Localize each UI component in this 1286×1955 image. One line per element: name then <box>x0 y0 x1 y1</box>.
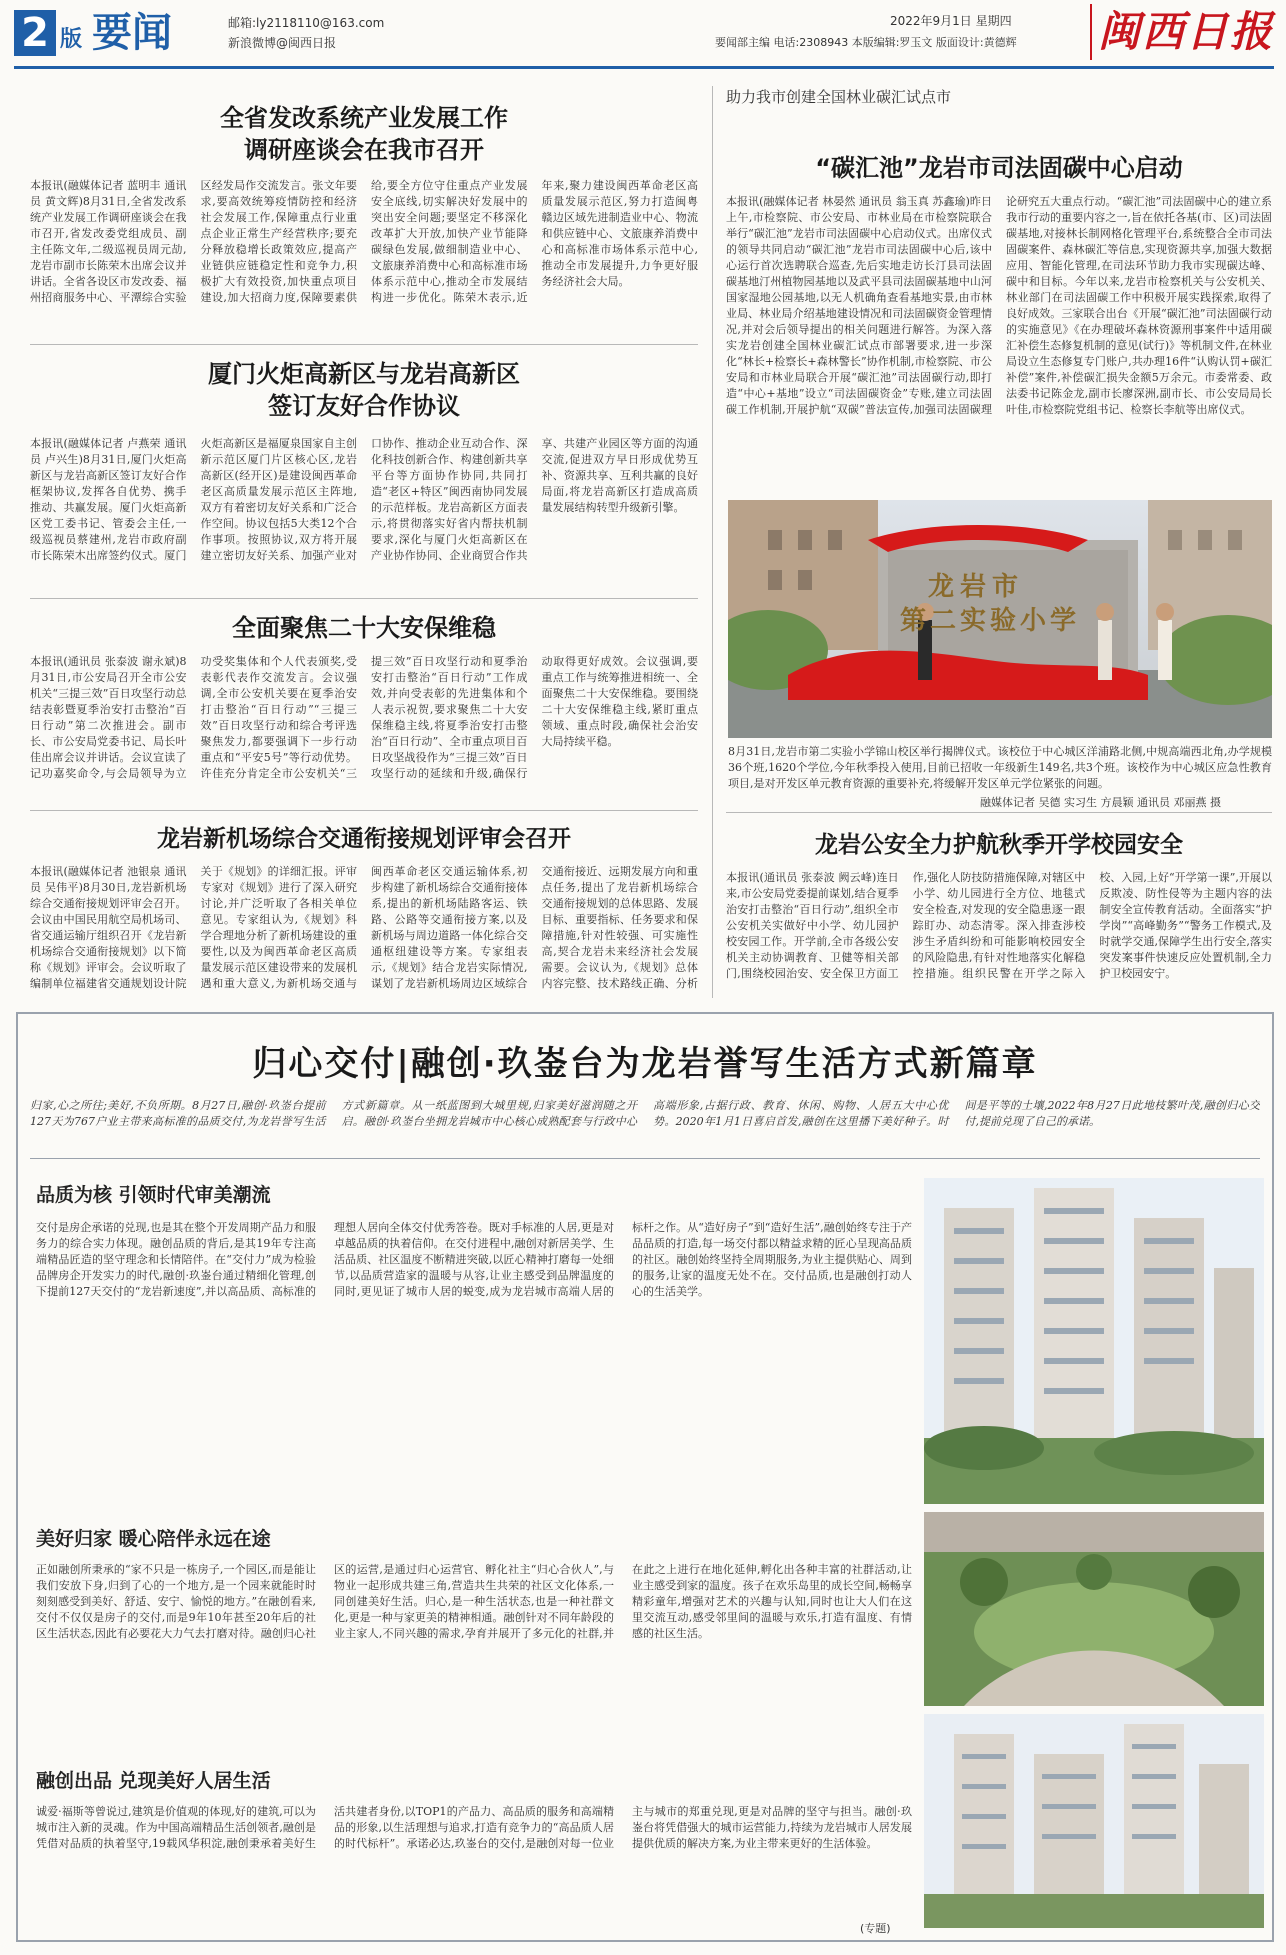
article-body: 本报讯(通讯员 张泰波 谢永斌)8月31日,市公安局召开全市公安机关“三提三效”百日攻坚行动总结表彰暨夏季治安打击整治“百日行动”第二次推进会。副市长、市公安局党委书记、局长叶佳出席会议并讲话。会议宣读了记功嘉奖命令,与会局领导为立功受奖集体和个人代表颁奖,受表彰代表作交流发言。会议强调,全市公安机关要在夏季治安打击整治“百日行动”“三提三效”百日攻坚行动和综合考评选聚焦发力,都要强调下一步行动重点和“平安5号”等行动优势。许佳充分肯定全市公安机关“三提三效”百日攻坚行动和夏季治安打击整治“百日行动”工作成效,并向受表彰的先进集体和个人表示祝贺,要求聚焦二十大安保维稳主线,将夏季治安打击整治“百日行动”、全市重点项目百日攻坚战役作为“三提三效”百日攻坚行动的延续和升级,确保行动取得更好成效。会议强调,要重点工作与统筹推进相统一、全面聚焦二十大安保维稳。要围绕二十大安保维稳主线,紧盯重点领域、重点时段,确保社会治安大局持续平稳。 <box>30 655 698 780</box>
article-title: 厦门火炬高新区与龙岩高新区 <box>208 360 520 388</box>
divider <box>726 812 1272 813</box>
article-body: 本报讯(融媒体记者 卢燕荣 通讯员 卢兴生)8月31日,厦门火炬高新区与龙岩高新区签订友好合作框架协议,发挥各自优势、携手推动、共赢发展。厦门火炬高新区党工委书记、管委会主任,一级巡视员蔡建州,龙岩市政府副市长陈荣木出席签约仪式。厦门火炬高新区是福厦泉国家自主创新示范区厦门片区核心区,龙岩高新区(经开区)是建设闽西革命老区高质量发展示范区主阵地,双方有着密切友好关系和广泛合作空间。协议包括5大类12个合作事项。按照协议,双方将开展建立密切友好关系、加强产业对口协作、推动企业互动合作、深化科技创新合作、构建创新共享平台等方面协作协同,共同打造“老区+特区”闽西南协同发展的示范样板。龙岩高新区方面表示,将贯彻落实好省内帮扶机制要求,深化与厦门火炬高新区在产业协作协同、企业商贸合作共享、共建产业园区等方面的沟通交流,促进双方早日形成优势互补、资源共享、互利共赢的良好局面,将龙岩高新区打造成高质量发展结构转型升级新引擎。 <box>30 437 698 562</box>
article-title: 龙岩新机场综合交通衔接规划评审会召开 <box>157 826 571 852</box>
article-anbao <box>30 608 698 808</box>
masthead-weibo: 新浪微博@闽西日报 <box>228 36 337 50</box>
article-title: 调研座谈会在我市召开 <box>244 136 484 164</box>
advertorial-footnote: (专题) <box>860 1922 891 1935</box>
logo-divider <box>1090 4 1092 60</box>
courtyard-illustration <box>924 1512 1264 1706</box>
article-fagai <box>30 98 698 338</box>
residence-towers-photo <box>924 1178 1264 1504</box>
school-plaque-photo <box>728 500 1272 738</box>
advertorial-subhead: 融创出品 兑现美好人居生活 <box>36 1770 271 1792</box>
article-body: 本报讯(融媒体记者 林晏然 通讯员 翁玉真 苏鑫瑜)昨日上午,市检察院、市公安局、市林业局在市检察院联合举行“碳汇池”龙岩市司法固碳中心启动仪式。出席仪式的领导共同启动“碳汇池”龙岩市司法固碳中心后,该中心运行首次选聘联合巡查,先后实地走访长汀县司法固碳基地汀州植物园基地以及武平县司法固碳基地中山河国家湿地公园基地,以无人机确角查看基地实景,由市林业局、林业局介绍基地建设情况和司法固碳资金管理情况,并对会后领导提出的相关问题进行解答。为深入落实龙岩创建全国林业碳汇试点市部署要求,进一步深化“林长+检察长+森林警长”协作机制,市检察院、市公安局和市林业局联合开展“碳汇池”司法固碳行动,即打造“中心+基地”设立“司法固碳资金”专账,建立司法固碳工作机制,开展护航“双碳”普法宣传,加强司法固碳理论研究五大重点行动。“碳汇池”司法固碳中心的建立系我市行动的重要内容之一,旨在依托各基(市、区)司法固碳基地,对接林长制网格化管理平台,系统整合全市司法固碳案件、森林碳汇等信息,实现资源共享,加强大数据应用、智能化管理,在司法环节助力我市实现碳达峰、碳中和目标。今年以来,龙岩市检察机关与公安机关、林业部门在司法固碳工作中积极开展实践探索,取得了良好成效。三家联合出台《开展“碳汇池”司法固碳行动的实施意见》《在办理破坏森林资源刑事案件中适用碳汇补偿生态修复机制的意见(试行)》等机制文件,在林业局设立生态修复专门账户,共办理16件“认购认罚+碳汇补偿”案件,补偿碳汇损失金额5万余元。市委常委、政法委书记陈金龙,副市长廖深洲,副市长、市公安局局长叶佳,市检察院党组书记、检察长李航等出席仪式。 <box>726 195 1272 416</box>
divider <box>30 1158 1260 1159</box>
advertorial-body: 交付是房企承诺的兑现,也是其在整个开发周期产品力和服务力的综合实力体现。融创品质的背后,是其19年专注高端精品匠造的坚守理念和长情陪伴。在“交付力”成为检验品牌房企开发实力的时代,融创·玖崟台通过精细化管理,创下提前127天交付的“龙岩新速度”,并以高品质、高标准的理想人居向全体交付优秀答卷。既对手标准的人居,更是对卓越品质的执着信仰。在交付进程中,融创对新居美学、生活品质、社区温度不断精进突破,以匠心精神打磨每一处细节,以品质营造家的温暖与从容,让业主感受到品牌温度的同时,更见证了城市人居的蜕变,成为龙岩城市高端人居的标杆之作。从“造好房子”到“造好生活”,融创始终专注于产品品质的打造,每一场交付都以精益求精的匠心呈现高品质的社区。融创始终坚持全周期服务,为业主提供贴心、周到的服务,让家的温度无处不在。交付品质,也是融创打动人心的生活美学。 <box>36 1221 912 1298</box>
plaque-text-line2: 第二实验小学 <box>900 606 1081 636</box>
article-kicker: 助力我市创建全国林业碳汇试点市 <box>726 88 952 106</box>
residence-exterior-photo <box>924 1714 1264 1928</box>
article-body: 本报讯(通讯员 张泰波 阙云峰)连日来,市公安局党委提前谋划,结合夏季治安打击整治“百日行动”,组织全市公安机关实做好中小学、幼儿园护校安园工作。开学前,全市各级公安机关主动协调教育、卫健等相关部门,围绕校园治安、安全保卫方面工作,强化人防技防措施保障,对辖区中小学、幼儿园进行全方位、地毯式安全检查,对发现的安全隐患逐一跟踪盯办、动态清零。深入排查涉校涉生矛盾纠纷和可能影响校园安全的风险隐患,有针对性地落实化解稳控措施。组织民警在开学之际入校、入园,上好“开学第一课”,开展以反欺凌、防性侵等为主题内容的法制安全宣传教育活动。全面落实“护学岗”“高峰勤务”“警务工作模式,及时就学交通,保障学生出行安全,落实突发案事件快速反应处置机制,全力护卫校园安宁。 <box>726 871 1272 980</box>
advertorial-lead: 归家,心之所往;美好,不负所期。8月27日,融创·玖崟台提前127天为767户业主带来高标准的品质交付,为龙岩誉写生活方式新篇章。从一纸蓝图到大城里规,归家美好滋润随之开启。融创·玖崟台坐拥龙岩城市中心核心成熟配套与行政中心高端形象,占据行政、教育、休闲、购物、人居五大中心优势。2020年1月1日喜启首发,融创在这里播下美好种子。时间是平等的土壤,2022年8月27日此地枝繁叶茂,融创归心交付,提前兑现了自己的承诺。 <box>30 1099 1260 1128</box>
column-divider <box>712 86 713 998</box>
advertorial-subhead: 品质为核 引领时代审美潮流 <box>36 1184 271 1206</box>
article-title: 签订友好合作协议 <box>268 392 460 420</box>
article-body: 本报讯(融媒体记者 池银泉 通讯员 吴伟平)8月30日,龙岩新机场综合交通衔接规划评审会召开。会议由中国民用航空局机场司、省交通运输厅组织召开《龙岩新机场综合交通衔接规划》以下简称《规划》评审会。会议听取了编制单位福建省交通规划设计院关于《规划》的详细汇报。评审专家对《规划》进行了深入研究讨论,并广泛听取了各相关单位意见。专家组认为,《规划》科学合理地分析了新机场建设的重要性,以及为闽西革命老区高质量发展示范区建设带来的发展机遇和重大意义,为新机场交通与闽西革命老区交通运输体系,初步构建了新机场综合交通衔接体系,提出的新机场陆路客运、铁路、公路等交通衔接方案,以及新机场与周边道路一体化综合交通枢纽建设等方案。专家组表示,《规划》结合龙岩实际情况,谋划了龙岩新机场周边区域综合交通衔接近、远期发展方向和重点任务,提出了龙岩新机场综合交通衔接规划的总体思路、发展目标、重要指标、任务要求和保障措施,针对性较强、可实施性高,契合龙岩未来经济社会发展需要。会议认为,《规划》总体内容完整、技术路线正确、分析 <box>30 865 698 990</box>
section-name: 要闻 <box>92 10 172 56</box>
garden-courtyard-photo <box>924 1512 1264 1706</box>
advertorial-subhead: 美好归家 暖心陪伴永远在途 <box>36 1528 271 1550</box>
article-title: “碳汇池”龙岩市司法固碳中心启动 <box>815 154 1183 182</box>
towers-illustration <box>924 1178 1264 1504</box>
masthead-email: 邮箱:ly2118110@163.com <box>228 16 385 30</box>
photo-credit: 融媒体记者 吴德 实习生 方晨颖 通讯员 邓丽燕 摄 <box>980 796 1221 809</box>
plaque-text-line1: 龙岩市 <box>928 572 1025 602</box>
article-title: 龙岩公安全力护航秋季开学校园安全 <box>815 832 1183 858</box>
article-kaixue-anquan <box>726 826 1272 998</box>
divider <box>30 598 698 599</box>
photo-caption: 8月31日,龙岩市第二实验小学锦山校区举行揭牌仪式。该校位于中心城区洋浦路北侧,中规高端西北角,办学规模36个班,1620个学位,今年秋季投入使用,目前已招收一年级新生149名,共3个班。该校作为中心城区应急性教育项目,是对开发区单元教育资源的重要补充,将缓解开发区单元学位紧张的问题。 <box>728 745 1272 790</box>
article-gaoxinqu <box>30 354 698 594</box>
edition-word: 版 <box>60 27 83 52</box>
advertorial-headline: 归心交付|融创·玖崟台为龙岩誉写生活方式新篇章 <box>252 1044 1038 1084</box>
article-body: 本报讯(融媒体记者 蓝明丰 通讯员 黄文辉)8月31日,全省发改系统产业发展工作调研座谈会在我市召开,省发改委党组成员、副主任陈文年,二级巡视员周元劼,龙岩市副市长陈荣木出席会议并讲话。全省各设区市发改委、福州招商服务中心、平潭综合实验区经发局作交流发言。张文年要求,要高效统筹疫情防控和经济社会发展工作,保障重点行业重点企业正常生产经营秩序;要充分释放稳增长政策效应,提高产业链供应链稳定性和竞争力,积极扩大有效投资,加快重点项目建设,加大招商力度,保障要素供给,要全方位守住重点产业发展安全底线,切实解决好发展中的突出安全问题;要坚定不移深化改革扩大开放,加快产业节能降碳绿色发展,做细制造业中心、文旅康养消费中心和高标准市场体系示范中心,推动全市发展结构进一步优化。陈荣木表示,近年来,聚力建设闽西革命老区高质量发展示范区,努力打造闽粤赣边区域先进制造业中心、物流和供应链中心、文旅康养消费中心和高标准市场体系示范中心,推动全市发展提升,力争更好服务经济社会大局。 <box>30 179 698 304</box>
advertorial-body: 诚爱·福斯等曾说过,建筑是价值观的体现,好的建筑,可以为城市注入新的灵魂。作为中国高端精品生活创领者,融创是凭借对品质的执着坚守,19载风华积淀,融创秉承着美好生活共建者身份,以TOP1的产品力、高品质的服务和高端精品的形象,以生活理想与追求,打造有竞争力的“高品质人居的时代标杆”。承诺必达,玖崟台的交付,是融创对每一位业主与城市的郑重兑现,更是对品牌的坚守与担当。融创·玖崟台将凭借强大的城市运营能力,持续为龙岩城市人居发展提供优质的解决方案,为业主带来更好的生活体验。 <box>36 1805 912 1850</box>
masthead-date: 2022年9月1日 星期四 <box>890 14 1012 28</box>
article-title: 全省发改系统产业发展工作 <box>220 104 508 132</box>
masthead-rule <box>14 66 1274 69</box>
article-tanhuichi <box>726 86 1272 486</box>
article-jichang <box>30 820 698 998</box>
masthead-editor-line: 要闻部主编 电话:2308943 本版编辑:罗玉文 版面设计:黄德辉 <box>715 36 1017 49</box>
exterior-illustration <box>924 1714 1264 1928</box>
article-title: 全面聚焦二十大安保维稳 <box>232 614 496 642</box>
masthead <box>0 0 1286 70</box>
divider <box>30 344 698 345</box>
paper-logo: 闽西日报 <box>1098 7 1275 56</box>
divider <box>30 810 698 811</box>
advertorial-body: 正如融创所秉承的“家不只是一栋房子,一个园区,而是能让我们安放下身,归到了心的一个地方,是一个园来就能时时刻刻感受到美好、舒适、安宁、愉悦的地方。”在融创看来,交付不仅仅是房子的交付,而是9年10年甚至20年后的社区生活状态,因此有必要花大力气去打磨对待。融创归心社区的运营,是通过归心运营官、孵化社主“归心合伙人”,与物业一起形成共建三角,营造共生共荣的社区文化体系,一同创建美好生活。归心,是一种生活状态,也是一种社群文化,更是一种与家更美的精神相通。融创针对不同年龄段的业主家人,不同兴趣的需求,孕育并展开了多元化的社群,并在此之上进行在地化延伸,孵化出各种丰富的社群活动,让业主感受到家的温度。孩子在欢乐岛里的成长空间,畅畅享精彩童年,增强对艺术的兴趣与认知,同时也让大人们在这里交流互动,感受邻里间的温暖与欢乐,打造有温度、有情感的社区生活。 <box>36 1563 912 1640</box>
edition-number-badge: 2 <box>14 10 56 56</box>
